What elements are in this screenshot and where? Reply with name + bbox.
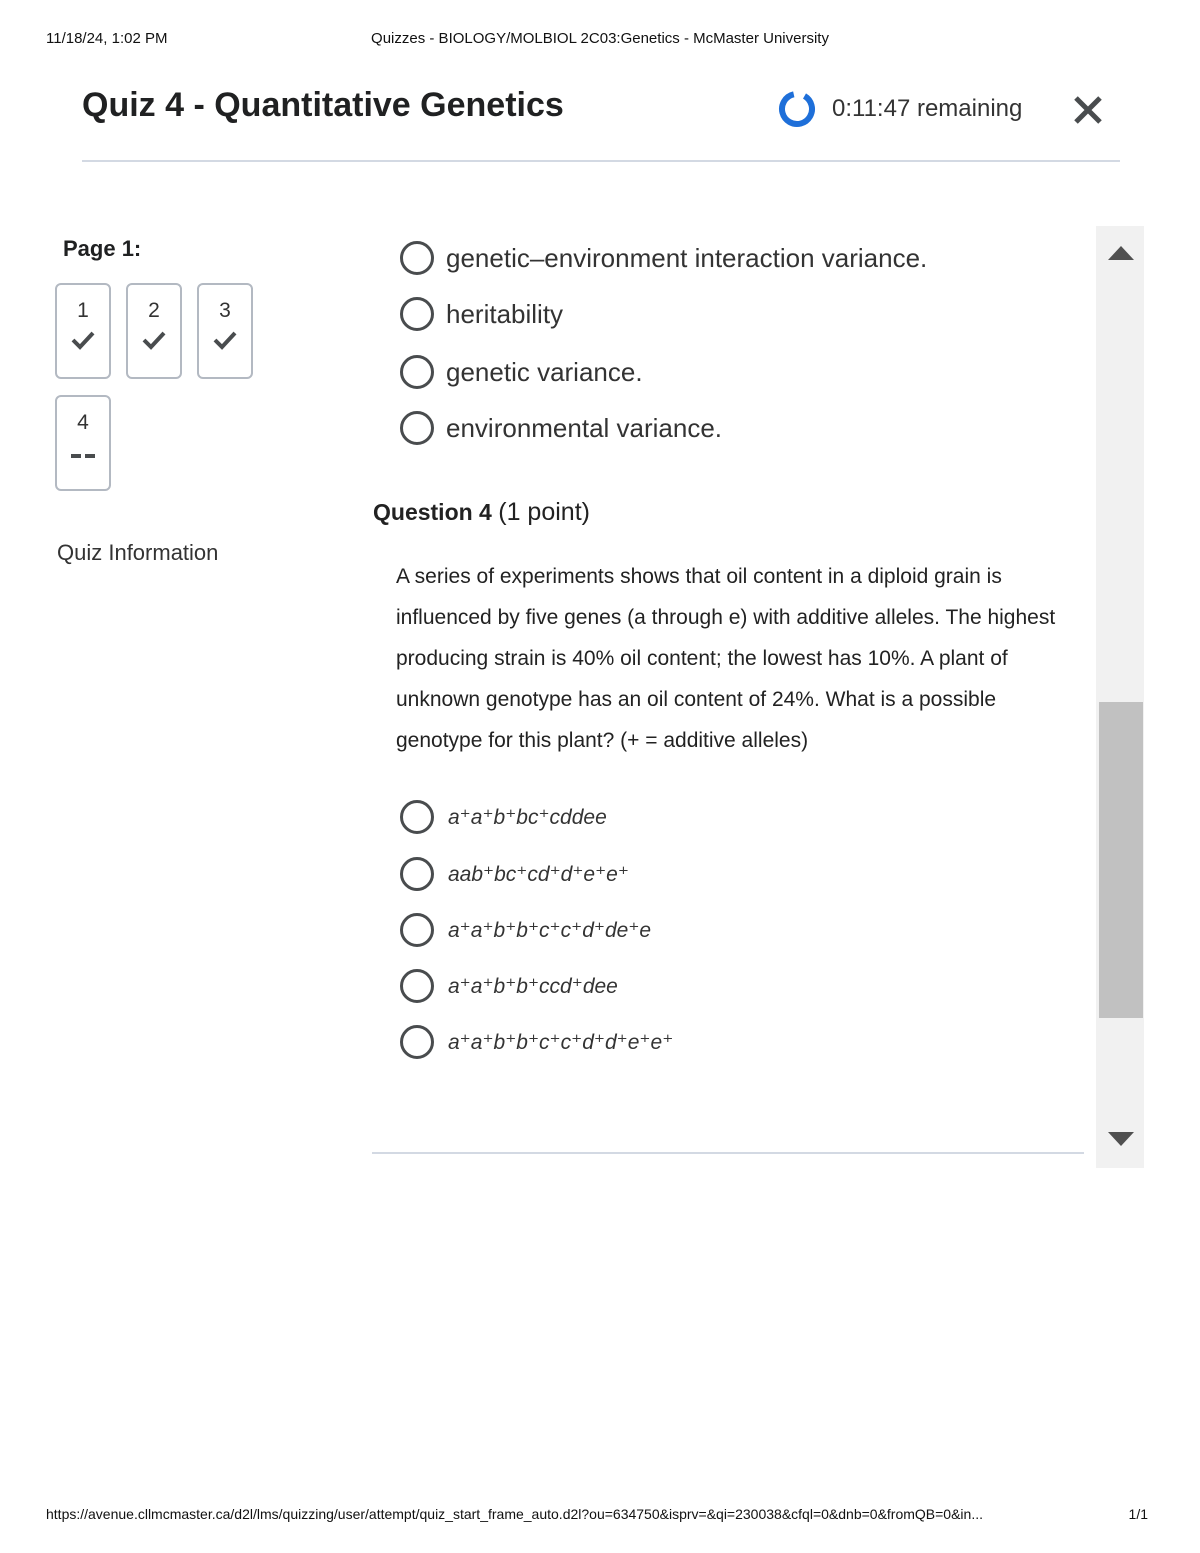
option-label: genetic–environment interaction variance.	[446, 242, 928, 273]
radio-button[interactable]	[400, 857, 434, 891]
question-text: A series of experiments shows that oil content in a diploid grain is influenced by five genes (a through e) with additive alleles. The highest producing strain is 40% oil content; the lowest has 10%. A plant of unknown genotype has an oil content of 24%. What is a possible genotype for this plant? (+ = additive alleles)	[396, 565, 1056, 752]
question-points: (1 point)	[498, 498, 590, 526]
scroll-up-arrow-icon[interactable]	[1108, 244, 1134, 260]
question3-option[interactable]	[400, 355, 643, 389]
question-nav-4[interactable]	[55, 395, 111, 491]
radio-button[interactable]	[400, 969, 434, 1003]
print-url: https://avenue.cllmcmaster.ca/d2l/lms/quizzing/user/attempt/quiz_start_frame_auto.d2l?ou=634750&isprv=&qi=230038&cfql=0&dnb=0&fromQB=0&in...	[46, 1506, 983, 1522]
radio-button[interactable]	[400, 800, 434, 834]
question3-option[interactable]	[400, 411, 722, 445]
radio-button[interactable]	[400, 1025, 434, 1059]
question4-option[interactable]	[400, 969, 618, 1003]
print-page-number: 1/1	[1128, 1506, 1148, 1522]
question-nav-2[interactable]	[126, 283, 182, 379]
checkmark-icon	[128, 329, 180, 355]
question-nav-number: 1	[77, 299, 89, 322]
quiz-title: Quiz 4 - Quantitative Genetics	[82, 86, 564, 124]
scroll-down-arrow-icon[interactable]	[1108, 1132, 1134, 1148]
dash-icon	[57, 441, 109, 467]
print-date: 11/18/24, 1:02 PM	[46, 30, 168, 47]
print-document-title: Quizzes - BIOLOGY/MOLBIOL 2C03:Genetics - McMaster University	[371, 30, 829, 47]
question-nav-number: 2	[148, 299, 160, 322]
option-label: heritability	[446, 298, 564, 329]
radio-button[interactable]	[400, 241, 434, 275]
genotype-label: a⁺a⁺b⁺b⁺c⁺c⁺d⁺de⁺e	[448, 918, 652, 942]
option-label: environmental variance.	[446, 412, 723, 443]
genotype-label: a⁺a⁺b⁺b⁺ccd⁺dee	[448, 974, 618, 998]
question3-option[interactable]	[400, 241, 927, 275]
question-heading	[373, 498, 590, 527]
genotype-label: aab⁺bc⁺cd⁺d⁺e⁺e⁺	[448, 862, 629, 886]
scrollbar[interactable]	[1096, 226, 1144, 1168]
question-number: Question 4	[373, 499, 492, 525]
close-icon[interactable]	[1068, 90, 1108, 130]
option-label: genetic variance.	[446, 356, 643, 387]
scrollbar-thumb[interactable]	[1099, 702, 1143, 1018]
question-nav-3[interactable]	[197, 283, 253, 379]
timer-remaining-text: 0:11:47 remaining	[832, 95, 1023, 122]
quiz-content	[372, 226, 1084, 1154]
radio-button[interactable]	[400, 355, 434, 389]
radio-button[interactable]	[400, 913, 434, 947]
question4-option[interactable]	[400, 857, 629, 891]
genotype-label: a⁺a⁺b⁺bc⁺cddee	[448, 805, 607, 829]
question-nav-number: 3	[219, 299, 231, 322]
quiz-timer	[778, 90, 1022, 128]
progress-ring-icon	[778, 90, 816, 128]
question-nav-1[interactable]	[55, 283, 111, 379]
quiz-information-link[interactable]: Quiz Information	[57, 540, 219, 565]
question4-option[interactable]	[400, 800, 607, 834]
checkmark-icon	[57, 329, 109, 355]
page-label: Page 1:	[63, 236, 142, 261]
genotype-label: a⁺a⁺b⁺b⁺c⁺c⁺d⁺d⁺e⁺e⁺	[448, 1030, 674, 1054]
print-header	[46, 30, 1154, 50]
quiz-header	[82, 80, 1120, 162]
question3-option[interactable]	[400, 297, 563, 331]
radio-button[interactable]	[400, 411, 434, 445]
radio-button[interactable]	[400, 297, 434, 331]
question-nav-number: 4	[77, 411, 89, 434]
question4-option[interactable]	[400, 913, 651, 947]
question4-option[interactable]	[400, 1025, 673, 1059]
checkmark-icon	[199, 329, 251, 355]
